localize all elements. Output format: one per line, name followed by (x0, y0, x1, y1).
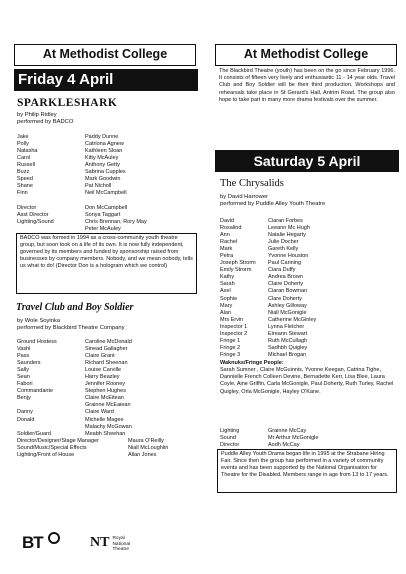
play2-cast-row (17, 339, 197, 346)
play3-crew-name: Grainne McCay (268, 428, 307, 434)
play2-cast-role: Benjy (17, 395, 31, 402)
play3-cast-role: Mrs Ervin (220, 316, 244, 323)
play2-cast-name: Michelle Magee (85, 416, 124, 423)
play2-cast-name: Sinead Gallagher (85, 346, 128, 353)
play2-cast-row (17, 431, 197, 438)
play2-performer: performed by Blackbird Theatre Company (17, 325, 125, 331)
play3-cast-name: Niall McGonigle (268, 309, 307, 316)
play2-cast-list (17, 339, 197, 438)
play3-crew-list (220, 428, 395, 449)
play3-cast-role: Mary (220, 302, 233, 309)
play3-cast-name: Natalie Hegarty (268, 232, 306, 239)
play1-cast-row (17, 190, 197, 197)
play3-cast-role: David (220, 218, 235, 224)
left-venue-header-text: At Methodist College (42, 47, 168, 61)
play2-cast-row (17, 395, 197, 402)
play3-cast-role: Sophie (220, 295, 238, 302)
play1-cast-name: Kathleen Sloan (85, 148, 123, 155)
play1-cast-name: Anthony Getty (85, 162, 120, 169)
play1-cast-role: Carol (17, 155, 31, 162)
play2-crew-name: Niall McLoughlin (128, 445, 169, 452)
play3-cast-role: Ann (220, 232, 230, 239)
play3-cast-name: Yvonne Houston (268, 253, 309, 260)
play3-cast-row (220, 288, 395, 295)
play1-cast-role: Shane (17, 183, 33, 190)
play2-cast-role: Sally (17, 367, 29, 374)
play3-cast-row (220, 352, 395, 359)
play3-cast-row (220, 296, 395, 303)
play1-author: by Philip Ridley (17, 112, 57, 118)
play3-cast-role: Rachel (220, 239, 238, 246)
play2-cast-row (17, 424, 197, 431)
play2-cast-row (17, 374, 197, 381)
play3-cast-name: Ciaran Bowman (268, 288, 308, 295)
play2-cast-name: Claire Grant (85, 353, 115, 360)
play2-cast-role: Commandante (17, 388, 54, 395)
play3-title: The Chrysalids (220, 178, 284, 189)
play3-cast-role: Joseph Strorm (220, 260, 256, 267)
bt-piper-icon (47, 531, 61, 545)
play3-cast-name: Leeann Mc Hugh (268, 225, 310, 232)
nt-logo-mark: NT (90, 535, 110, 550)
play1-cast-role: Polly (17, 141, 29, 148)
right-venue-header-text: At Methodist College (243, 47, 369, 61)
play2-cast-row (17, 353, 197, 360)
play3-cast-name: Clare Doherty (268, 295, 302, 302)
play2-cast-row (17, 381, 197, 388)
play2-cast-row (17, 402, 197, 409)
play3-cast-row (220, 239, 395, 246)
play3-cast-name: Ciaran Forbes (268, 218, 303, 224)
play3-cast-row (220, 232, 395, 239)
play1-cast-name: Catriona Agnew (85, 141, 124, 148)
play1-cast-name: Pat Nicholl (85, 183, 112, 190)
play2-cast-name: Claire McEitean (85, 395, 124, 402)
play1-company-note-text: BADCO was formed in 1994 as a cross-community youth theatre group, but soon took on a life of its own. It is now fully independent, governed by its members and funded by sponsorship raised from businesses by company members. Nobody, and we mean nobody, tells us what to do! (Director Don is a hologram which we control) (20, 235, 193, 270)
play1-cast-name: Neil McCampbell (85, 190, 127, 197)
play3-crew-role: Sound (220, 435, 236, 442)
play3-cast-name: Paul Canning (268, 260, 302, 267)
play1-cast-role: Natasha (17, 148, 38, 155)
play2-author: by Wole Soyinka (17, 318, 61, 324)
play3-cast-name: Julie Docher (268, 239, 299, 246)
play3-cast-role: Alan (220, 309, 232, 316)
waknuks-list: Sarah Sumner , Claire McGuinnis, Yvonne Keegan, Catrina Tighe, Dannielle French Colleen Devine, Bernadette Kerr, Lisa Blee, Laura Coyle, Aine Griffin, Carla McGonigle, Paul Doherty, Ruth Turley, Rachel Quigley, Orla McGonigle, Hayley O'Kane. (220, 367, 394, 395)
blackbird-intro: The Blackbird Theatre (youth) has been on the go since February 1996. It consists of fifteen very lively and enthusiastic 11 - 14 year olds. Travel Club and Boy Soldier will be their third production. Workshops and rehearsals take place in St Gerard's Hall, Antrim Road. The group also hope to take part in many more drama festivals over the summer. (219, 68, 395, 103)
play2-crew-name: Maura O'Reilly (128, 438, 164, 444)
play2-cast-row (17, 409, 197, 416)
play3-cast-name: Ruth McCullagh (268, 337, 308, 344)
left-venue-header (14, 44, 196, 66)
play2-crew-row (17, 452, 207, 459)
play2-cast-role: Sean (17, 374, 30, 381)
play2-cast-row (17, 346, 197, 353)
play1-cast-list (17, 134, 197, 197)
play1-cast-row (17, 134, 197, 141)
play1-crew-row (17, 205, 197, 212)
play1-title: SPARKLESHARK (17, 97, 118, 109)
nt-logo (90, 535, 140, 553)
play3-cast-list (220, 218, 395, 359)
play3-cast-name: Lynna Fletcher (268, 323, 305, 330)
play3-company-note-text: Puddle Alley Youth Drama began life in 1995 at the Strabane Hiring Fair. Since then the group has performed in a variety of community events and has been supported by the National Organisation for Theatre for the Disabled. Members range in age from 13 to 17 years. (221, 451, 389, 479)
play1-cast-row (17, 141, 197, 148)
play2-cast-role: Vashi (17, 346, 31, 353)
play3-cast-row (220, 267, 395, 274)
play3-cast-role: Sarah (220, 281, 235, 288)
play2-cast-role: Danny (17, 409, 33, 416)
play3-cast-row (220, 218, 395, 225)
play2-cast-name: Malachy McGowan (85, 423, 132, 430)
play1-crew-name: Peter McAuley (85, 226, 121, 233)
play3-cast-name: Ashley Gilloway (268, 302, 307, 309)
play3-cast-role: Petra (220, 253, 234, 260)
play3-crew-name: Mr Arthur McGonigle (268, 435, 319, 442)
play2-crew-row (17, 438, 207, 445)
play3-cast-role: Fringe 2 (220, 344, 241, 351)
play3-cast-row (220, 317, 395, 324)
play3-cast-row (220, 246, 395, 253)
play3-cast-role: Mark (220, 246, 233, 253)
right-venue-header (215, 44, 397, 66)
play3-cast-name: Michael Brogan (268, 351, 307, 358)
play2-crew-row (17, 445, 207, 452)
play3-crew-row (220, 428, 395, 435)
play3-cast-role: Emily Strorm (220, 267, 252, 274)
play3-cast-name: Eireann Stewart (268, 330, 308, 337)
play3-cast-row (220, 274, 395, 281)
play1-cast-row (17, 169, 197, 176)
play2-cast-role: Fabori (17, 381, 33, 388)
play2-cast-row (17, 388, 197, 395)
play3-cast-row (220, 331, 395, 338)
play3-cast-row (220, 260, 395, 267)
play2-cast-role (17, 402, 85, 409)
play3-cast-row (220, 253, 395, 260)
play2-cast-name: Claire Ward (85, 409, 114, 416)
waknuks-label: Waknuks/Fringe People: (220, 360, 284, 366)
play3-cast-name: Andrea Brown (268, 274, 303, 281)
play1-cast-row (17, 155, 197, 162)
play3-cast-row (220, 345, 395, 352)
play3-cast-row (220, 303, 395, 310)
play3-cast-row (220, 324, 395, 331)
play1-crew-name: Don McCampbell (85, 205, 128, 211)
play2-cast-role: Pass (17, 353, 30, 360)
play3-crew-row (220, 435, 395, 442)
left-day-band (14, 69, 198, 91)
play1-cast-row (17, 183, 197, 190)
right-day-text: Saturday 5 April (253, 153, 361, 169)
play1-cast-row (17, 148, 197, 155)
play2-cast-role: Ground Hostess (17, 339, 57, 345)
play3-cast-row (220, 310, 395, 317)
play3-cast-row (220, 225, 395, 232)
play1-crew-row (17, 212, 197, 219)
play3-cast-name: Sadhbh Quigley (268, 344, 308, 351)
play3-cast-role: Rosalind (220, 225, 242, 232)
play2-cast-name: Caroline McDonald (85, 339, 132, 345)
play1-cast-role: Buzz (17, 169, 30, 176)
play1-cast-name: Paddy Dunne (85, 134, 119, 140)
play1-company-note (16, 233, 197, 294)
play3-cast-role: Fringe 1 (220, 337, 241, 344)
play3-cast-role: Kathy (220, 274, 235, 281)
play2-cast-role: Soldier/Guard (17, 430, 51, 437)
play1-cast-role: Jake (17, 134, 29, 140)
play1-cast-role: Speed (17, 176, 33, 183)
play3-author: by David Harrower (220, 194, 268, 200)
play3-performer: performed by Puddle Alley Youth Theatre (220, 201, 326, 207)
play1-performer: performed by BADCO (17, 119, 74, 125)
play3-cast-name: Claire Doherty (268, 281, 304, 288)
play1-crew-role: Director (17, 205, 37, 211)
play3-cast-name: Gareth Kelly (268, 246, 299, 253)
play2-cast-name: Grainne McEaiean (85, 402, 131, 409)
play3-cast-role: Inspector 2 (220, 330, 248, 337)
play2-cast-role: Saunders (17, 360, 41, 367)
play3-cast-row (220, 281, 395, 288)
play1-crew-name: Chris Brennan, Rory May (85, 219, 147, 226)
play2-cast-name: Meabh Sheehan (85, 430, 126, 437)
play2-cast-row (17, 360, 197, 367)
left-day-text: Friday 4 April (18, 71, 114, 88)
play1-cast-row (17, 162, 197, 169)
play2-cast-name: Louise Carville (85, 367, 122, 374)
nt-logo-text: Royal National Theatre (112, 536, 131, 552)
play3-crew-name: Aodh McCay (268, 442, 300, 449)
play1-crew-list (17, 205, 197, 233)
play2-cast-name: Stephen Hughes (85, 388, 126, 395)
play1-crew-role: Asst Director (17, 212, 49, 219)
play2-crew-list (17, 438, 207, 459)
play2-cast-row (17, 367, 197, 374)
play1-cast-role: Finn (17, 190, 28, 197)
play2-cast-name: Richard Sheenan (85, 360, 128, 367)
play1-cast-row (17, 176, 197, 183)
play2-title: Travel Club and Boy Soldier (16, 302, 134, 313)
play2-cast-name: Jennifer Rooney (85, 381, 126, 388)
play2-crew-name: Allan Jones (128, 452, 157, 459)
play3-cast-name: Catherine McGinley (268, 316, 317, 323)
play2-cast-role: Donald (17, 416, 35, 423)
bt-logo (22, 533, 61, 553)
play2-crew-role: Director/Designer/Stage Manager (17, 438, 99, 444)
play1-cast-name: Sabrina Cupples (85, 169, 126, 176)
play1-cast-name: Mark Goodwin (85, 176, 121, 183)
play2-crew-role: Sound/Music/Special Effects (17, 445, 87, 452)
play1-crew-name: Sonya Taggart (85, 212, 121, 219)
play2-cast-role (17, 424, 85, 431)
play2-cast-name: Harry Beazley (85, 374, 120, 381)
play3-cast-role: Axel (220, 288, 231, 295)
right-day-band (215, 150, 399, 172)
play1-crew-role: Lighting/Sound (17, 219, 54, 226)
bt-logo-text: BT (22, 533, 43, 552)
play3-company-note (217, 449, 397, 493)
play3-crew-role: Director (220, 442, 240, 449)
play1-crew-row (17, 219, 197, 226)
play3-cast-row (220, 338, 395, 345)
play3-cast-role: Fringe 3 (220, 351, 241, 358)
play2-crew-role: Lighting/Front of House (17, 452, 75, 459)
play1-cast-name: Kitty McAuley (85, 155, 119, 162)
play1-cast-role: Russell (17, 162, 36, 169)
play3-crew-role: Lighting (220, 428, 240, 434)
play3-cast-role: Inspector 1 (220, 323, 248, 330)
play3-cast-name: Ciara Duffy (268, 267, 296, 274)
play2-cast-row (17, 417, 197, 424)
